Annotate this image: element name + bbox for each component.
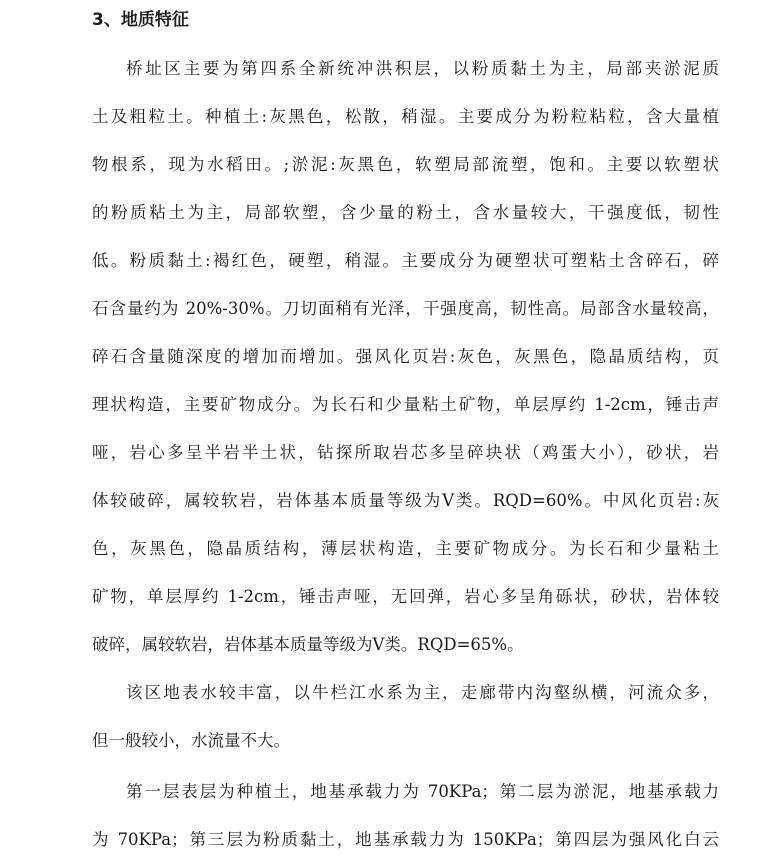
paragraph-1-line-4: 的粉质粘土为主，局部软塑，含少量的粉土，含水量较大，干强度低，韧性 xyxy=(92,203,719,222)
paragraph-1-line-11: 色，灰黑色，隐晶质结构，薄层状构造，主要矿物成分。为长石和少量粘土 xyxy=(92,539,719,558)
section-heading: 3、地质特征 xyxy=(92,10,189,30)
paragraph-1-line-9: 哑，岩心多呈半岩半土状，钻探所取岩芯多呈碎块状（鸡蛋大小），砂状，岩 xyxy=(92,443,719,462)
paragraph-1-line-13: 破碎，属较软岩，岩体基本质量等级为Ⅴ类。RQD=65%。 xyxy=(92,635,524,654)
paragraph-1-line-5: 低。粉质黏土:褐红色，硬塑，稍湿。主要成分为硬塑状可塑粘土含碎石，碎 xyxy=(92,251,719,270)
paragraph-1-line-3: 物根系，现为水稻田。;淤泥:灰黑色，软塑局部流塑，饱和。主要以软塑状 xyxy=(92,155,719,174)
paragraph-1-line-2: 土及粗粒土。种植土:灰黑色，松散，稍湿。主要成分为粉粒粘粒，含大量植 xyxy=(92,107,719,126)
paragraph-1-line-6: 石含量约为 20%-30%。刀切面稍有光泽，干强度高，韧性高。局部含水量较高， xyxy=(92,299,719,318)
paragraph-2-line-1: 该区地表水较丰富，以牛栏江水系为主，走廊带内沟壑纵横，河流众多， xyxy=(126,683,719,702)
paragraph-1-line-12: 矿物，单层厚约 1-2cm，锤击声哑，无回弹，岩心多呈角砾状，砂状，岩体较 xyxy=(92,587,719,606)
paragraph-3-line-2: 为 70KPa；第三层为粉质黏土，地基承载力为 150KPa；第四层为强风化白云 xyxy=(92,830,719,849)
paragraph-1-line-1: 桥址区主要为第四系全新统冲洪积层，以粉质黏土为主，局部夹淤泥质 xyxy=(126,59,719,78)
paragraph-2-line-2: 但一般较小，水流量不大。 xyxy=(92,731,290,750)
paragraph-1-line-7: 碎石含量随深度的增加而增加。强风化页岩:灰色，灰黑色，隐晶质结构，页 xyxy=(92,347,719,366)
paragraph-3-line-1: 第一层表层为种植土，地基承载力为 70KPa；第二层为淤泥，地基承载力 xyxy=(126,782,719,801)
paragraph-1-line-8: 理状构造，主要矿物成分。为长石和少量粘土矿物，单层厚约 1-2cm，锤击声 xyxy=(92,395,719,414)
paragraph-1-line-10: 体较破碎，属较软岩，岩体基本质量等级为Ⅴ类。RQD=60%。中风化页岩:灰 xyxy=(92,491,719,510)
